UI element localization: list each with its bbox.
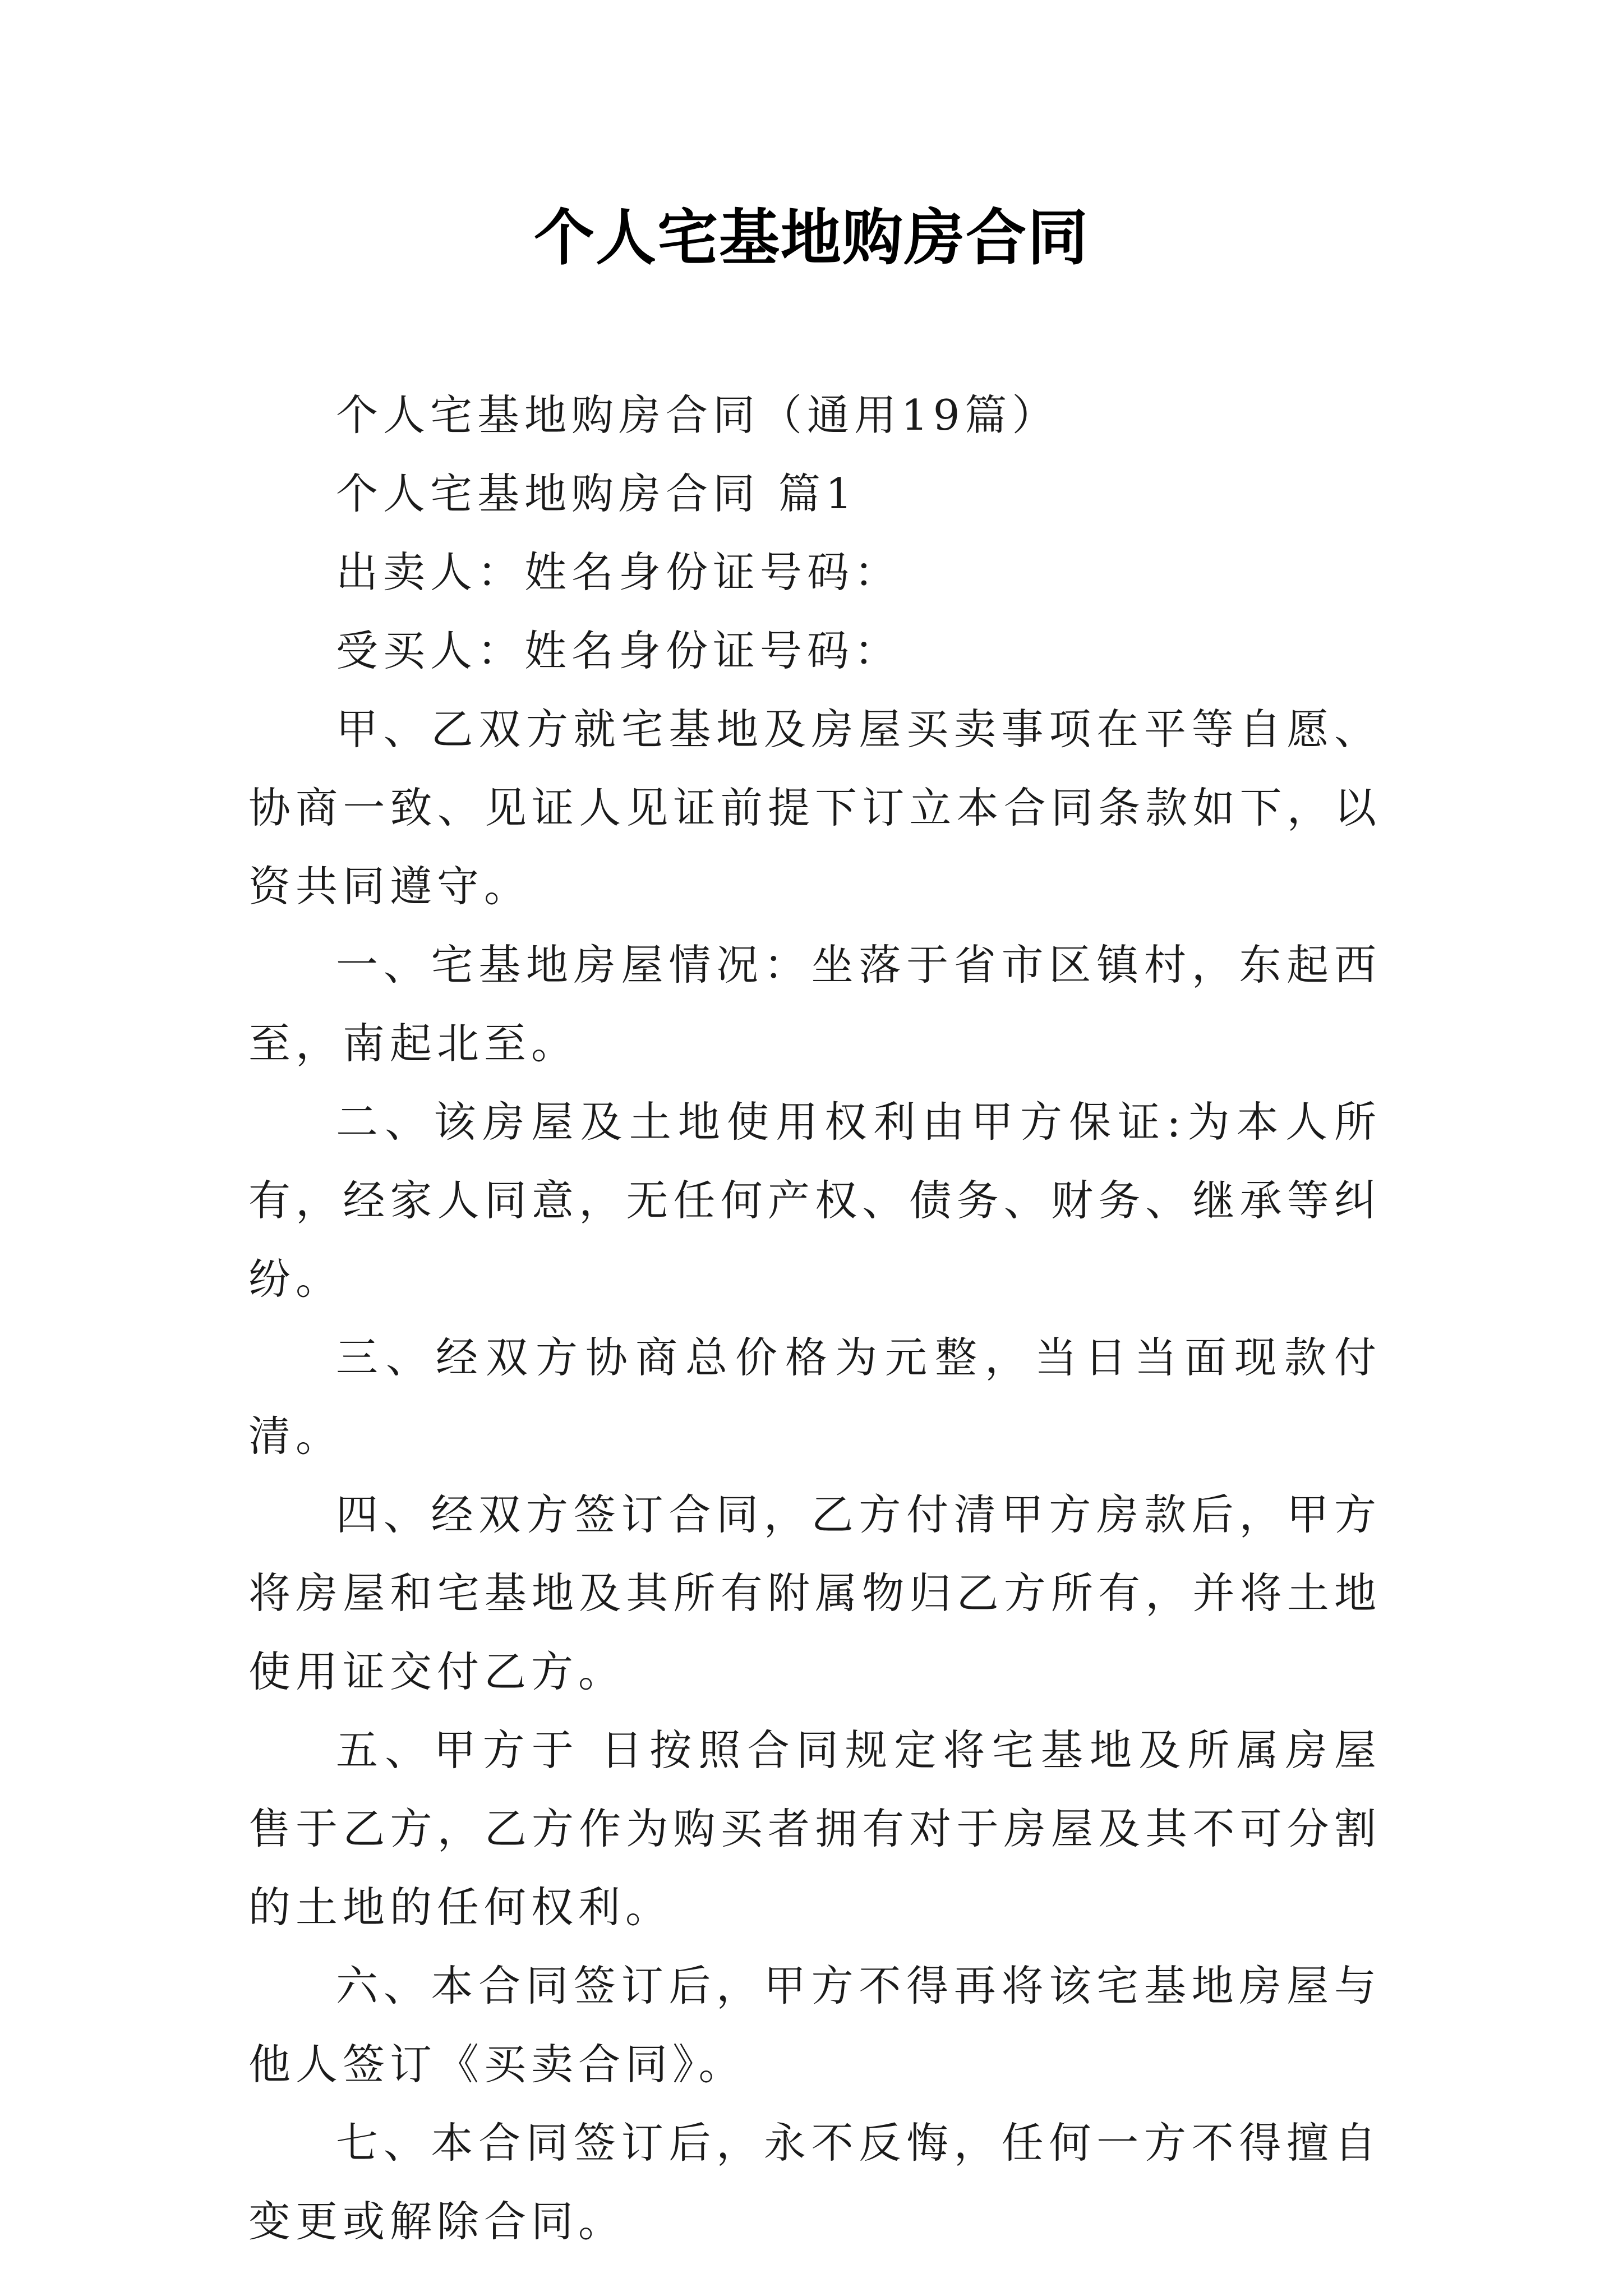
paragraph: 三、经双方协商总价格为元整，当日当面现款付清。 — [248, 1333, 1381, 1461]
document-body — [248, 376, 1381, 2261]
paragraph: 甲、乙双方就宅基地及房屋买卖事项在平等自愿、协商一致、见证人见证前提下订立本合同条款如下，以资共同遵守。 — [248, 705, 1381, 911]
paragraph: 一、宅基地房屋情况：坐落于省市区镇村，东起西至，南起北至。 — [248, 940, 1381, 1068]
paragraph: 五、甲方于 日按照合同规定将宅基地及所属房屋售于乙方，乙方作为购买者拥有对于房屋及其不可分割的土地的任何权利。 — [248, 1726, 1381, 1932]
document-title: 个人宅基地购房合同 — [533, 203, 1089, 273]
paragraph: 受买人：姓名身份证号码： — [336, 626, 902, 675]
paragraph: 六、本合同签订后，甲方不得再将该宅基地房屋与他人签订《买卖合同》。 — [248, 1961, 1381, 2089]
paragraph: 四、经双方签订合同，乙方付清甲方房款后，甲方将房屋和宅基地及其所有附属物归乙方所有，并将土地使用证交付乙方。 — [248, 1490, 1381, 1696]
paragraph: 出卖人：姓名身份证号码： — [336, 547, 902, 597]
paragraph: 个人宅基地购房合同（通用19篇） — [336, 390, 1059, 440]
paragraph: 二、该房屋及土地使用权利由甲方保证:为本人所有，经家人同意，无任何产权、债务、财务、继承等纠纷。 — [248, 1097, 1381, 1304]
paragraph: 七、本合同签订后，永不反悔，任何一方不得擅自变更或解除合同。 — [248, 2118, 1381, 2246]
paragraph: 个人宅基地购房合同 篇1 — [336, 469, 857, 518]
